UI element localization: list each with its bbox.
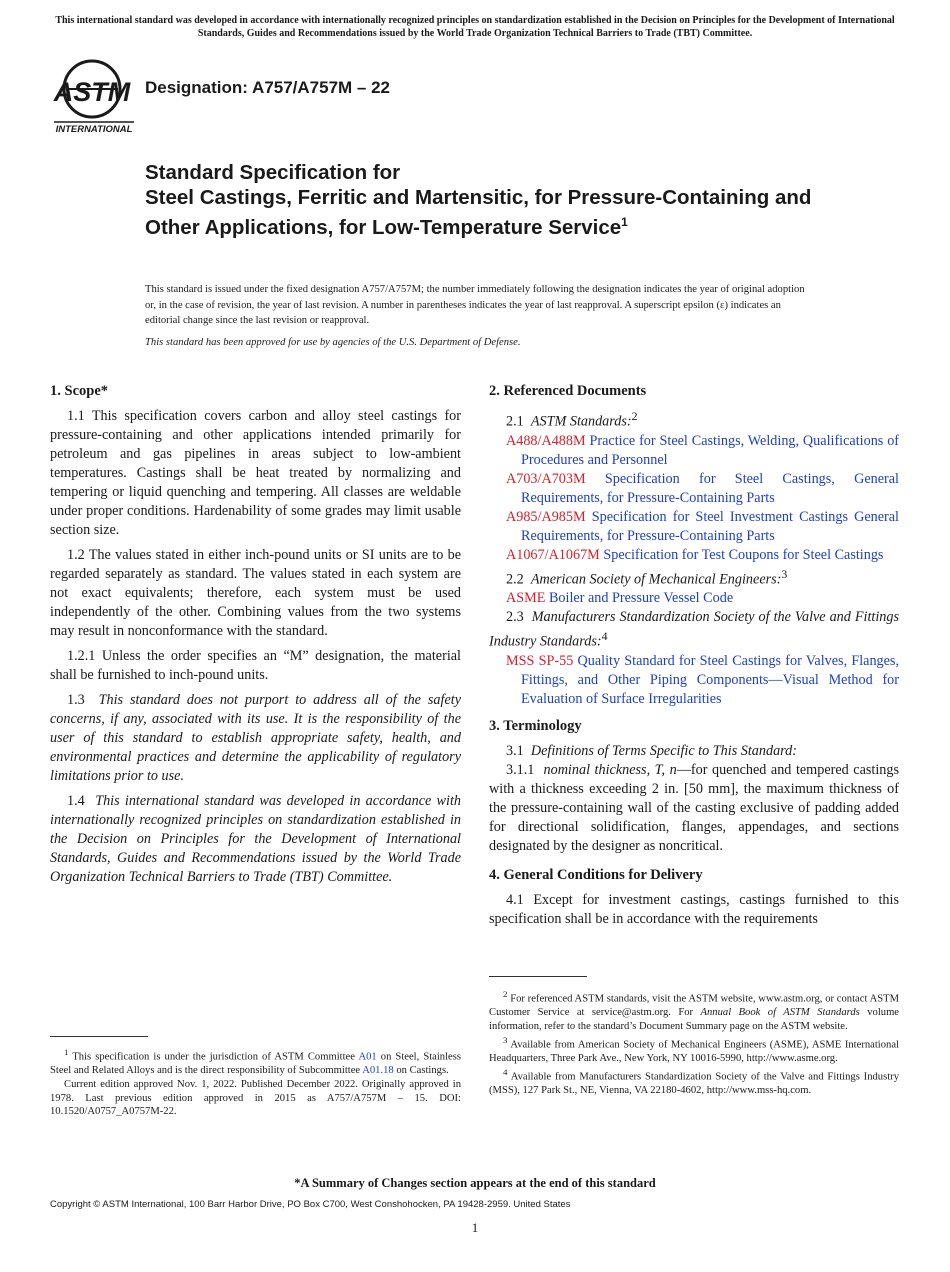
para-2-3-number: 2.3 [506,609,524,626]
left-column [50,382,461,893]
para-1-4-text: This international standard was developed in accordance with internationally recognized principles on standardization established in the Decision on Principles for the Development of International Standards, Guides and Recommendations issued by the World Trade Organization Technical Barriers to Trade (TBT) Committee. [50,793,461,885]
footnote-2-text-b: volume information, refer to the standard’s Document Summary page on the ASTM website. [489,1007,900,1032]
footnote-ref-2[interactable]: 2 [631,409,638,423]
astm-logo [52,57,136,135]
designation-notice: This standard is issued under the fixed designation A757/A757M; the number immediately following the designation indicates the year of original adoption or, in the case of revision, the year of last revision. A number in parentheses indicates the year of last reapproval. A superscript epsilon (ε) indicates an editorial change since the last revision or reapproval. [145,284,805,326]
para-2-2-number: 2.2 [506,571,524,588]
para-2-2 [506,565,899,590]
ref-title[interactable]: Boiler and Pressure Vessel Code [548,590,734,607]
document-title [145,160,845,240]
svg-text:ASTM: ASTM [53,77,131,107]
footnote-ref-4[interactable]: 4 [601,629,608,644]
footnote-2 [489,988,899,1034]
footnote-4 [489,1066,899,1098]
ref-a985[interactable] [506,508,899,546]
ref-code[interactable]: A985/A985M [506,508,586,525]
footnote-ref-3[interactable]: 3 [781,566,788,581]
para-3-1-1 [489,761,899,856]
defined-term: nominal thickness, T, n [543,762,677,779]
title-main [145,185,845,240]
footnote-1-text-b: on Steel, Stainless Steel and Related Alloys and is the direct responsibility of Subcommittee [50,1051,461,1077]
subcommittee-a01-18-link[interactable]: A01.18 [362,1065,394,1077]
footnote-3-mark: 3 [503,1034,508,1045]
footnote-4-mark: 4 [503,1066,508,1077]
footnote-2-text-a: For referenced ASTM standards, visit the ASTM website, www.astm.org, or contact ASTM Customer Service at service@astm.org. For [489,993,900,1019]
ref-asme[interactable] [506,589,899,608]
para-2-1-text: ASTM Standards: [530,413,632,430]
footnote-2-book-title: Annual Book of ASTM Standards [700,1007,860,1019]
footnote-4-text: Available from Manufacturers Standardization Society of the Valve and Fittings Industry (MSS), 127 Park St., NE, Vienna, VA 22180-4602, http://www.mss-hq.com. [489,1071,899,1096]
ref-a1067[interactable] [506,546,899,565]
dod-approval: This standard has been approved for use by agencies of the U.S. Department of Defense. [145,337,521,348]
para-1-1: 1.1 This specification covers carbon and alloy steel castings for pressure-containing and other applications intended primarily for petroleum and gas pipelines in areas subject to low-ambient temperatures. Castings shall be heat treated by normalizing and tempering or liquid quenching and tempering. All classes are weldable under proper conditions. Hardenability of some grades may limit usable section size. [50,408,461,538]
para-2-1 [506,407,899,432]
ref-code[interactable]: A1067/A1067M [506,546,600,563]
ref-mss-sp-55[interactable] [506,652,899,709]
para-1-3-text: This standard does not purport to address all of the safety concerns, if any, associated with its use. It is the responsibility of the user of this standard to establish appropriate safety, health, and environmental practices and determine the applicability of regulatory limitations prior to use. [50,692,461,784]
para-2-3 [489,608,899,652]
para-1-3-number: 1.3 [67,692,85,708]
para-1-4 [50,792,461,887]
para-3-1-text: Definitions of Terms Specific to This Standard: [530,743,797,760]
ref-title[interactable]: Specification for Steel Castings, General Requirements, for Pressure-Containing Parts [521,470,899,506]
section-1-heading: 1. Scope* [50,383,108,399]
section-2-heading: 2. Referenced Documents [489,383,647,399]
section-4-heading: 4. General Conditions for Delivery [489,867,703,884]
summary-of-changes-note: *A Summary of Changes section appears at the end of this standard [294,1176,656,1190]
ref-code[interactable]: MSS SP-55 [506,653,574,670]
para-2-3-text: Manufacturers Standardization Society of the Valve and Fittings Industry Standards: [489,609,899,651]
ref-code[interactable]: ASME [506,590,546,607]
footnote-1-text-a: This specification is under the jurisdiction of ASTM Committee [72,1051,355,1063]
footnote-1-mark: 1 [64,1047,69,1057]
para-2-2-text: American Society of Mechanical Engineers: [530,571,782,588]
footnote-rule-right [489,976,587,977]
page-number: 1 [471,1220,479,1235]
para-1-2-1: 1.2.1 Unless the order specifies an “M” designation, the material shall be furnished to inch-pound units. [50,648,461,683]
ref-title[interactable]: Quality Standard for Steel Castings for Valves, Flanges, Fittings, and Other Piping Components—Visual Method for Evaluation of Surface Irregularities [521,653,899,708]
section-3-heading: 3. Terminology [489,718,582,735]
para-3-1 [506,742,899,761]
edition-note: Current edition approved Nov. 1, 2022. Published December 2022. Originally approved in 1978. Last previous edition approved in 2015 as A757/A757M – 15. DOI: 10.1520/A0757_A0757M-22. [50,1078,461,1118]
para-1-3 [50,691,461,786]
astm-logo-mark [52,57,136,135]
footnote-1 [50,1046,461,1078]
para-2-1-number: 2.1 [506,413,524,430]
ref-code[interactable]: A703/A703M [506,470,586,487]
ref-code[interactable]: A488/A488M [506,432,586,449]
para-1-2: 1.2 The values stated in either inch-pound units or SI units are to be regarded separately as standard. The values stated in each system are not exact equivalents; therefore, each system must be used independently of the other. Combining values from the two systems may result in nonconformance with the standard. [50,547,461,639]
ref-title[interactable]: Specification for Steel Investment Castings General Requirements, for Pressure-Containing Parts [521,508,900,544]
committee-a01-link[interactable]: A01 [358,1051,377,1063]
footnote-rule-left [50,1036,148,1037]
footnotes-left [50,1046,461,1119]
ref-title[interactable]: Practice for Steel Castings, Welding, Qualifications of Procedures and Personnel [521,432,900,468]
ref-a703[interactable] [506,470,899,508]
title-footnote-ref[interactable]: 1 [621,215,628,229]
para-4-1: 4.1 Except for investment castings, castings furnished to this specification shall be in accordance with the requirements [489,892,899,928]
footnote-3-text: Available from American Society of Mechanical Engineers (ASME), ASME International Headquarters, Three Park Ave., New York, NY 10016-5990, http://www.asme.org. [489,1039,899,1064]
para-1-4-number: 1.4 [67,793,85,809]
right-column [489,382,899,935]
tbt-banner: This international standard was developed in accordance with internationally recognized principles on standardization established in the Decision on Principles for the Development of International Standards, Guides and Recommendations issued by the World Trade Organization Technical Barriers to Trade (TBT) Committee. [55,15,895,39]
para-3-1-1-number: 3.1.1 [506,762,535,779]
designation: Designation: A757/A757M – 22 [145,78,391,97]
footnote-1-text-c: on Castings. [396,1065,449,1077]
footnote-3 [489,1034,899,1066]
svg-text:INTERNATIONAL: INTERNATIONAL [55,124,133,135]
title-line-2: Steel Castings, Ferritic and Martensitic, for Pressure-Containing and Other Applications, for Low-Temperature Service [145,186,812,239]
copyright: Copyright © ASTM International, 100 Barr Harbor Drive, PO Box C700, West Conshohocken, PA 19428-2959. United States [50,1199,571,1210]
title-line-1: Standard Specification for [145,161,401,184]
para-3-1-number: 3.1 [506,743,524,760]
footnote-2-mark: 2 [503,989,508,999]
ref-title[interactable]: Specification for Test Coupons for Steel Castings [603,546,884,563]
definition-text: —for quenched and tempered castings with a thickness exceeding 2 in. [50 mm], the maximum thickness of the pressure-containing wall of the casting exclusive of padding added for directional solidification, flanges, appendages, and sections designated by the designer as noncritical. [489,762,899,855]
ref-a488[interactable] [506,432,899,470]
footnotes-right [489,988,899,1098]
